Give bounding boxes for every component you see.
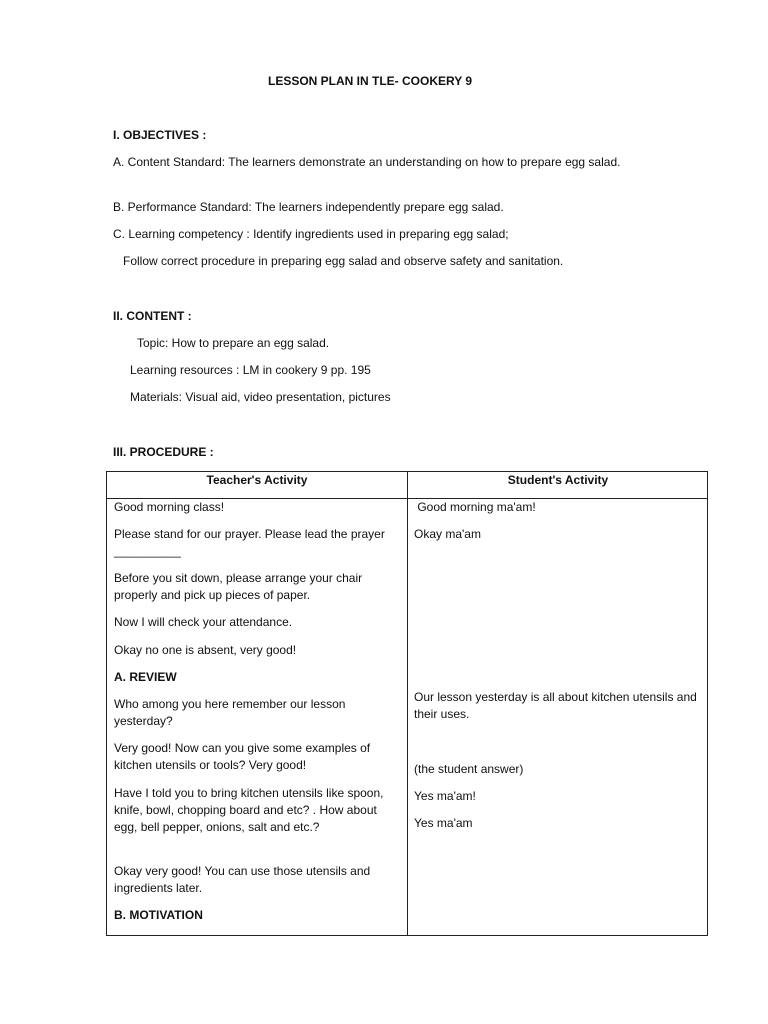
content-topic: Topic: How to prepare an egg salad.	[137, 336, 330, 350]
performance-standard: B. Performance Standard: The learners independently prepare egg salad.	[113, 200, 504, 214]
teacher-line: Before you sit down, please arrange your chair properly and pick up pieces of paper.	[114, 571, 363, 602]
student-line: Yes ma'am!	[414, 789, 476, 803]
student-line: Good morning ma'am!	[414, 500, 536, 514]
teacher-line: Who among you here remember our lesson yesterday?	[114, 697, 346, 728]
header-teacher-activity: Teacher's Activity	[206, 473, 308, 487]
teacher-line: Very good! Now can you give some examples of kitchen utensils or tools? Very good!	[114, 741, 371, 772]
column-divider	[407, 472, 408, 935]
objectives-heading: I. OBJECTIVES :	[113, 128, 207, 142]
teacher-line: Please stand for our prayer. Please lead the prayer __________	[114, 527, 385, 558]
content-materials: Materials: Visual aid, video presentation, pictures	[130, 390, 391, 404]
page-title: LESSON PLAN IN TLE- COOKERY 9	[268, 74, 473, 88]
teacher-line: Have I told you to bring kitchen utensils like spoon, knife, bowl, chopping board and etc? . How about egg, bell pepper, onions, salt and etc.?	[114, 786, 384, 834]
learning-competency-continued: Follow correct procedure in preparing egg salad and observe safety and sanitation.	[123, 254, 564, 268]
header-student-activity: Student's Activity	[507, 473, 609, 487]
student-line: Our lesson yesterday is all about kitchen utensils and their uses.	[414, 690, 697, 721]
student-line: Yes ma'am	[414, 816, 473, 830]
teacher-line: Okay no one is absent, very good!	[114, 643, 297, 657]
teacher-line: Okay very good! You can use those utensils and ingredients later.	[114, 864, 371, 895]
procedure-table	[106, 471, 708, 936]
content-heading: II. CONTENT :	[113, 309, 192, 323]
student-line: Okay ma'am	[414, 527, 481, 541]
student-line: (the student answer)	[414, 762, 524, 776]
procedure-heading: III. PROCEDURE :	[113, 445, 214, 459]
content-resources: Learning resources : LM in cookery 9 pp. 195	[130, 363, 371, 377]
content-standard: A. Content Standard: The learners demonstrate an understanding on how to prepare egg salad.	[113, 155, 621, 169]
review-heading: A. REVIEW	[114, 670, 177, 684]
motivation-heading: B. MOTIVATION	[114, 908, 203, 922]
teacher-line: Now I will check your attendance.	[114, 615, 293, 629]
teacher-line: Good morning class!	[114, 500, 225, 514]
learning-competency: C. Learning competency : Identify ingredients used in preparing egg salad;	[113, 227, 509, 241]
